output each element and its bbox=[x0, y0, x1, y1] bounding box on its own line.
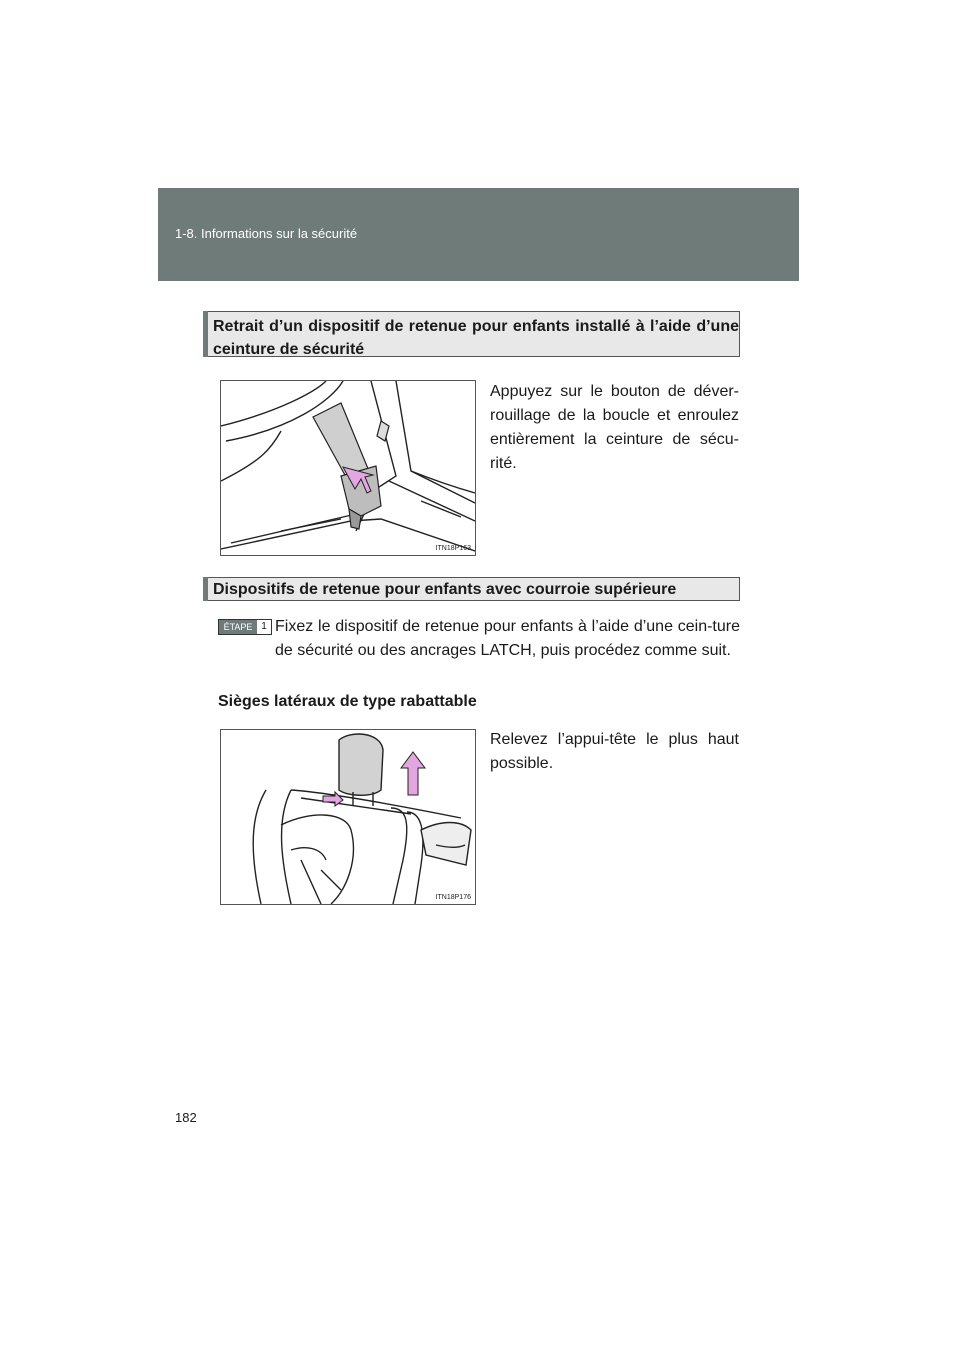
instruction-text: Appuyez sur le bouton de déver-rouillage de la boucle et enroulez entièrement la ceinture de sécu-rité. bbox=[490, 383, 739, 472]
instruction-text: Relevez l’appui-tête le plus haut possible. bbox=[490, 731, 739, 772]
page-number: 182 bbox=[175, 1110, 197, 1125]
headrest-illustration bbox=[220, 729, 476, 905]
subheading: Sièges latéraux de type rabattable bbox=[218, 693, 477, 710]
seatbelt-buckle-illustration bbox=[220, 380, 476, 556]
section-heading-top-tether bbox=[203, 577, 740, 601]
section-heading-text: Dispositifs de retenue pour enfants avec courroie supérieure bbox=[213, 581, 677, 598]
seatbelt-buckle-drawing bbox=[221, 381, 475, 555]
step-label: ÉTAPE bbox=[219, 620, 257, 634]
headrest-drawing bbox=[221, 730, 475, 904]
section-heading-text: Retrait d’un dispositif de retenue pour enfants installé à l’aide d’une ceinture de sécurité bbox=[213, 318, 739, 358]
section-heading-removal bbox=[203, 311, 740, 357]
step-badge bbox=[218, 619, 272, 635]
figure-code: ITN18P163 bbox=[435, 545, 471, 552]
section-title: 1-8. Informations sur la sécurité bbox=[175, 226, 358, 241]
step-number: 1 bbox=[261, 621, 267, 632]
figure-code: ITN18P176 bbox=[435, 894, 471, 901]
step-text: Fixez le dispositif de retenue pour enfants à l’aide d’une cein-ture de sécurité ou des ancrages LATCH, puis procédez comme suit. bbox=[275, 618, 740, 659]
